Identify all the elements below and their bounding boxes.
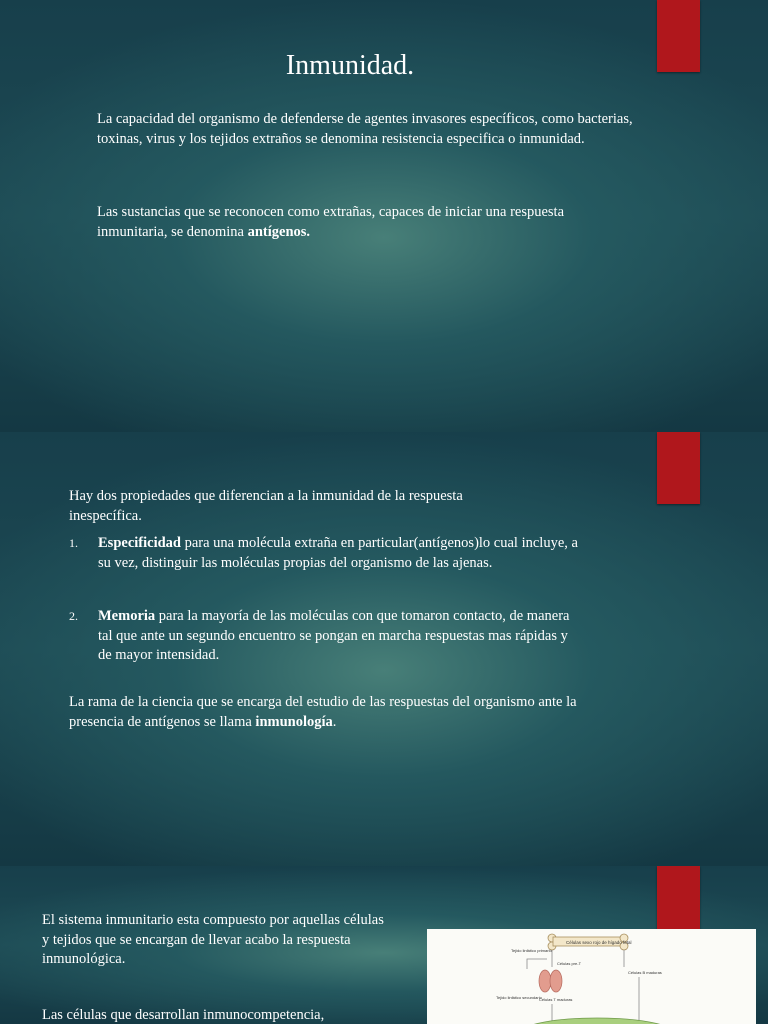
paragraph-definition: La capacidad del organismo de defenderse de agentes invasores específicos, como bacterias, toxinas, virus y los tejidos extraños se denomina resistencia especifica o inmunidad. bbox=[97, 111, 633, 147]
paragraph-intro: Hay dos propiedades que diferencian a la inmunidad de la respuesta inespecífica. bbox=[69, 488, 463, 524]
paragraph-inmunologia-text: La rama de la ciencia que se encarga del estudio de las respuestas del organismo ante la presencia de antígenos se llama bbox=[69, 694, 577, 730]
paragraph-inmunologia-end: . bbox=[332, 713, 337, 730]
slide-inmunidad bbox=[0, 0, 768, 432]
paragraph-celulas: Las células que desarrollan inmunocompetencia, bbox=[42, 1007, 325, 1023]
red-accent-bar bbox=[657, 866, 700, 938]
red-accent-bar bbox=[657, 432, 700, 504]
list-number: 1. bbox=[69, 536, 78, 550]
properties-list bbox=[69, 534, 579, 666]
list-number: 2. bbox=[69, 609, 78, 623]
label-pre-t: Células pre-T bbox=[557, 961, 582, 966]
paragraph-inmunologia bbox=[69, 693, 599, 732]
label-top: Células sexo rojo de hígado fetal bbox=[566, 940, 632, 945]
slide-title: Inmunidad. bbox=[285, 50, 415, 81]
list-item-text: para la mayoría de las moléculas con que tomaron contacto, de manera tal que ante un segundo encuentro se pongan en marcha respuestas mas rápidas y de mayor intensidad. bbox=[98, 608, 570, 663]
thymus-icon bbox=[539, 970, 562, 992]
term-antigenos: antígenos. bbox=[247, 223, 311, 240]
term-inmunologia: inmunología bbox=[255, 713, 333, 730]
label-tejido-secundario: Tejido linfático secundario bbox=[496, 995, 542, 1000]
slide-propiedades bbox=[0, 432, 768, 866]
paragraph-antigenos bbox=[97, 203, 637, 242]
slide-sistema-inmunitario bbox=[0, 866, 768, 1024]
list-item-memoria bbox=[69, 607, 579, 666]
paragraph-sistema: El sistema inmunitario esta compuesto por aquellas células y tejidos que se encargan de llevar acabo la respuesta inmunológica. bbox=[42, 912, 384, 967]
list-item-especificidad bbox=[69, 534, 579, 573]
list-item-text: para una molécula extraña en particular(antígenos)lo cual incluye, a su vez, distinguir las moléculas propias del organismo de las ajenas. bbox=[98, 535, 578, 571]
paragraph-antigenos-text: Las sustancias que se reconocen como extrañas, capaces de iniciar una respuesta inmunitaria, se denomina bbox=[97, 204, 565, 240]
label-b-maduras: Células B maduras bbox=[628, 970, 662, 975]
term-memoria: Memoria bbox=[98, 608, 156, 624]
lymph-node-icon bbox=[522, 1018, 672, 1024]
label-t-maduras: Células T maduras bbox=[539, 997, 573, 1002]
immune-cells-diagram bbox=[427, 929, 756, 1024]
label-tejido-primario: Tejido linfático primario bbox=[511, 948, 552, 953]
term-especificidad: Especificidad bbox=[98, 535, 181, 551]
diagram-illustration bbox=[427, 929, 756, 1024]
